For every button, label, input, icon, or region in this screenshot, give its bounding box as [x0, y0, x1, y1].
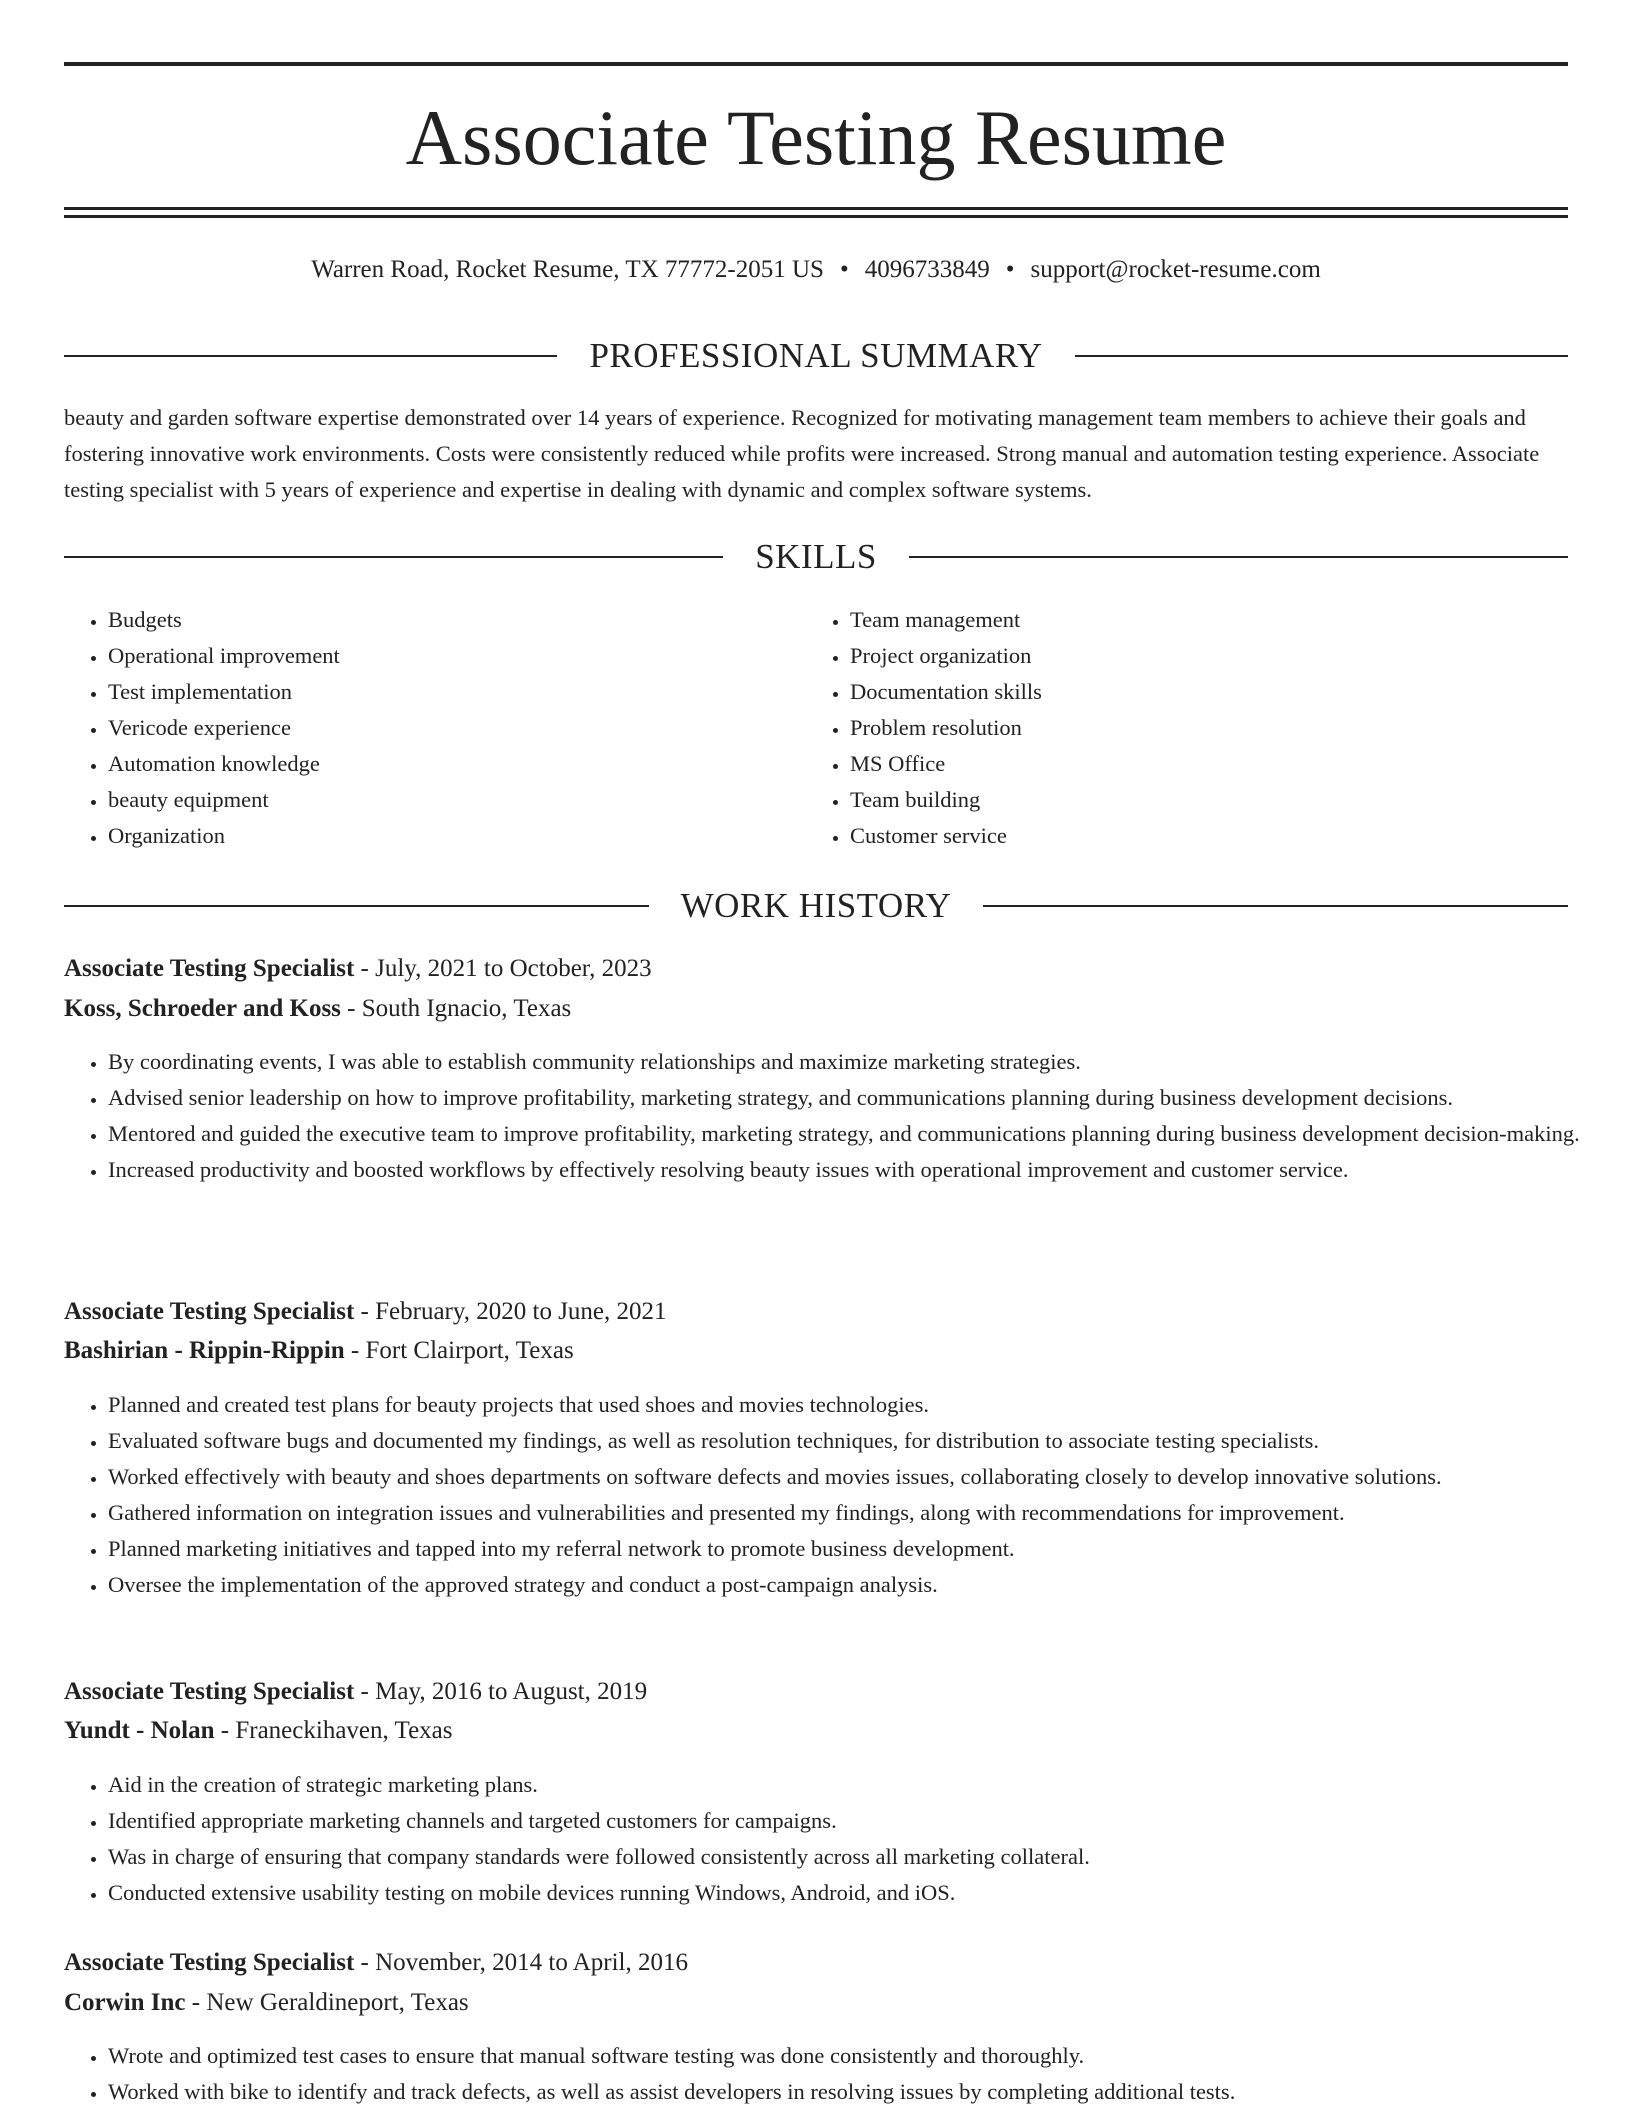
- work-section-heading: [64, 884, 1568, 928]
- job-bullet: • Wrote and optimized test cases to ensure that manual software testing was done consistently and thoroughly.: [108, 2038, 1612, 2074]
- contact-separator: •: [1005, 256, 1015, 283]
- skills-heading-label: SKILLS: [755, 537, 877, 576]
- job-bullets: [64, 2038, 1612, 2110]
- job-bullet: • Evaluated software bugs and documented my findings, as well as resolution techniques, for distribution to associate testing specialists.: [108, 1423, 1612, 1459]
- contact-line: [64, 252, 1568, 288]
- job-location: - New Geraldineport, Texas: [185, 1989, 469, 2016]
- job-title-line: [64, 1945, 1568, 1981]
- professional-summary-text: beauty and garden software expertise demonstrated over 14 years of experience. Recognized for motivating management team members to achieve their goals and fostering innovative work environments. Costs were consistently reduced while profits were increased. Strong manual and automation testing experience. Associate testing specialist with 5 years of experience and expertise in dealing with dynamic and complex software systems.: [64, 405, 1540, 502]
- job-bullets: [64, 1387, 1612, 1603]
- resume-title: Associate Testing Resume: [405, 94, 1227, 181]
- job-dates: - November, 2014 to April, 2016: [354, 1949, 688, 1976]
- job-bullet: • Increased productivity and boosted workflows by effectively resolving beauty issues with operational improvement and customer service.: [108, 1152, 1612, 1188]
- heading-rule-left: [64, 556, 723, 558]
- job-bullet: • Oversee the implementation of the approved strategy and conduct a post-campaign analysis.: [108, 1567, 1612, 1603]
- skill-item: • Vericode experience: [108, 710, 848, 746]
- skill-item: • beauty equipment: [108, 782, 848, 818]
- heading-rule-right: [909, 556, 1568, 558]
- contact-address: Warren Road, Rocket Resume, TX 77772-2051 US: [311, 256, 824, 283]
- job-title-line: [64, 1674, 1568, 1710]
- header-top-rule: [64, 62, 1568, 66]
- summary-heading-label: PROFESSIONAL SUMMARY: [589, 336, 1043, 375]
- summary-section-heading: [64, 334, 1568, 378]
- job-title: Associate Testing Specialist: [64, 955, 355, 982]
- job-bullets: [64, 1767, 1612, 1911]
- job-location: - Fort Clairport, Texas: [344, 1337, 574, 1364]
- job-title: Associate Testing Specialist: [64, 1298, 355, 1325]
- job-location: - Franeckihaven, Texas: [214, 1717, 453, 1744]
- job-company-line: [64, 991, 1568, 1027]
- skill-item: • Test implementation: [108, 674, 848, 710]
- job-dates: - May, 2016 to August, 2019: [354, 1678, 648, 1705]
- job-bullet: • Identified appropriate marketing channels and targeted customers for campaigns.: [108, 1803, 1612, 1839]
- skill-item: • MS Office: [850, 746, 1612, 782]
- job-title-line: [64, 951, 1568, 987]
- skill-item: • Team building: [850, 782, 1612, 818]
- job-bullet: • Was in charge of ensuring that company standards were followed consistently across all marketing collateral.: [108, 1839, 1612, 1875]
- job-dates: - February, 2020 to June, 2021: [354, 1298, 667, 1325]
- heading-rule-left: [64, 355, 557, 357]
- job-bullet: • Advised senior leadership on how to improve profitability, marketing strategy, and communications planning during business development decisions.: [108, 1080, 1612, 1116]
- job-bullet: • Worked effectively with beauty and shoes departments on software defects and movies issues, collaborating closely to develop innovative solutions.: [108, 1459, 1612, 1495]
- job-company: Koss, Schroeder and Koss: [64, 995, 341, 1022]
- job-company-line: [64, 1713, 1568, 1749]
- heading-rule-right: [983, 905, 1568, 907]
- job-company: Bashirian - Rippin-Rippin: [64, 1337, 345, 1364]
- job-bullet: • Mentored and guided the executive team to improve profitability, marketing strategy, and communications planning during business development decision-making.: [108, 1116, 1612, 1152]
- job-bullet: • Gathered information on integration issues and vulnerabilities and presented my findings, along with recommendations for improvement.: [108, 1495, 1612, 1531]
- job-bullet: • Conducted extensive usability testing on mobile devices running Windows, Android, and iOS.: [108, 1875, 1612, 1911]
- contact-email[interactable]: support@rocket-resume.com: [1030, 256, 1321, 283]
- job-bullet: • Planned and created test plans for beauty projects that used shoes and movies technologies.: [108, 1387, 1612, 1423]
- job-bullet: • Planned marketing initiatives and tapped into my referral network to promote business development.: [108, 1531, 1612, 1567]
- skill-item: • Budgets: [108, 602, 848, 638]
- skill-item: • Problem resolution: [850, 710, 1612, 746]
- job-company-line: [64, 1985, 1568, 2021]
- heading-rule-left: [64, 905, 649, 907]
- work-heading-label: WORK HISTORY: [680, 886, 952, 925]
- skill-item: • Customer service: [850, 818, 1612, 854]
- skill-item: • Organization: [108, 818, 848, 854]
- contact-phone: 4096733849: [864, 256, 990, 283]
- skills-column-right: [806, 602, 1612, 854]
- job-company-line: [64, 1333, 1568, 1369]
- skill-item: • Team management: [850, 602, 1612, 638]
- job-location: - South Ignacio, Texas: [340, 995, 572, 1022]
- job-title-line: [64, 1294, 1568, 1330]
- job-bullet: • Aid in the creation of strategic marketing plans.: [108, 1767, 1612, 1803]
- contact-separator: •: [839, 256, 849, 283]
- job-bullet: • By coordinating events, I was able to establish community relationships and maximize marketing strategies.: [108, 1044, 1612, 1080]
- header-double-rule-upper: [64, 207, 1568, 210]
- job-bullet: • Worked with bike to identify and track defects, as well as assist developers in resolving issues by completing additional tests.: [108, 2074, 1612, 2110]
- job-title: Associate Testing Specialist: [64, 1949, 355, 1976]
- skill-item: • Project organization: [850, 638, 1612, 674]
- job-bullets: [64, 1044, 1612, 1188]
- job-dates: - July, 2021 to October, 2023: [354, 955, 652, 982]
- heading-rule-right: [1075, 355, 1568, 357]
- skills-column-left: [64, 602, 848, 854]
- job-company: Yundt - Nolan: [64, 1717, 215, 1744]
- job-title: Associate Testing Specialist: [64, 1678, 355, 1705]
- job-company: Corwin Inc: [64, 1989, 186, 2016]
- skill-item: • Documentation skills: [850, 674, 1612, 710]
- skills-section-heading: [64, 535, 1568, 579]
- skill-item: • Operational improvement: [108, 638, 848, 674]
- header-double-rule-lower: [64, 215, 1568, 218]
- skill-item: • Automation knowledge: [108, 746, 848, 782]
